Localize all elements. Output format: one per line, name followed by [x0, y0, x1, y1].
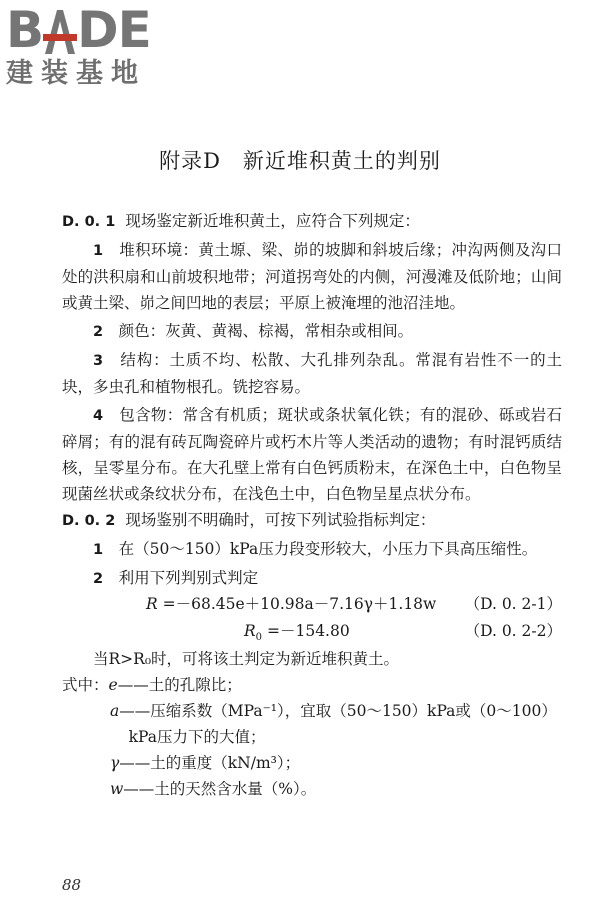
formula-tag: （D. 0. 2-1）	[464, 595, 562, 613]
logo-letter-d: D	[77, 1, 118, 59]
definition-symbol: e	[108, 676, 118, 694]
page-title: 附录D 新近堆积黄土的判别	[159, 149, 441, 173]
definition-text: ——土的重度（kN/m³）；	[119, 754, 301, 772]
item-text: 在（50～150）kPa压力段变形较大，小压力下具高压缩性。	[118, 540, 538, 558]
clause-d01	[62, 208, 562, 235]
item-text: 利用下列判别式判定	[118, 569, 259, 587]
clause-number: D. 0. 2	[62, 513, 116, 529]
definition-row	[62, 776, 562, 802]
formula-rhs: =－154.80	[266, 622, 350, 640]
definition-symbol: w	[110, 780, 124, 798]
formula-lhs: R	[146, 595, 158, 613]
item-number: 1	[93, 542, 104, 558]
formula-lhs: R	[244, 622, 256, 640]
formula-expression	[146, 592, 436, 614]
clause-item	[62, 565, 562, 592]
definition-row	[62, 750, 562, 776]
item-text: 堆积环境：黄土塬、梁、峁的坡脚和斜坡后缘；冲沟两侧及沟口处的洪积扇和山前坡积地带；河道拐弯处的内侧，河漫滩及低阶地；山间或黄土梁、峁之间凹地的表层；平原上被淹埋的池沼洼地。	[62, 241, 562, 312]
definition-symbol: γ	[110, 754, 120, 772]
formula-tag: （D. 0. 2-2）	[464, 622, 562, 640]
definition-row	[81, 698, 562, 750]
formula-expression	[244, 619, 350, 643]
clause-item	[62, 402, 562, 507]
definition-text: ——压缩系数（MPa⁻¹），宜取（50～150）kPa或（0～100）kPa压力下的大值；	[119, 702, 557, 746]
logo-a-icon	[43, 4, 77, 56]
definition-list	[62, 672, 562, 802]
formula-rhs: =－68.45e＋10.98a－7.16γ＋1.18w	[162, 595, 437, 613]
item-text: 结构：土质不均、松散、大孔排列杂乱。常混有岩性不一的土块，多虫孔和植物根孔。铣挖容易。	[62, 351, 562, 396]
clause-item	[62, 318, 562, 345]
logo-letter-e: E	[117, 1, 151, 59]
definition-text: ——土的孔隙比；	[117, 676, 242, 694]
logo-wordmark	[6, 1, 186, 59]
item-text: 包含物：常含有机质；斑状或条状氧化铁；有的混砂、砾或岩石碎屑；有的混有砖瓦陶瓷碎片或朽木片等人类活动的遗物；有时混钙质结核，呈零星分布。在大孔壁上常有白色钙质粉末，在深色土中，白色物呈现菌丝状或条纹状分布，在浅色土中，白色物呈星点状分布。	[62, 406, 562, 503]
clause-item	[62, 237, 562, 316]
logo-subtitle: 建装基地	[6, 58, 146, 89]
clause-item	[62, 347, 562, 400]
item-number: 3	[93, 353, 104, 369]
item-number: 2	[93, 324, 104, 340]
formula-subscript: 0	[255, 632, 263, 644]
definition-symbol: a	[110, 702, 120, 720]
formula-d021	[62, 592, 562, 619]
formula-d022	[62, 619, 562, 646]
bade-logo	[6, 1, 186, 90]
definition-text: ——土的天然含水量（%）。	[123, 780, 317, 798]
item-number: 4	[93, 408, 104, 424]
where-label: 式中：	[62, 676, 109, 694]
document-body	[62, 208, 562, 802]
conclusion-text: 当R>R₀时，可将该土判定为新近堆积黄土。	[93, 650, 400, 668]
clause-text: 现场鉴别不明确时，可按下列试验指标判定：	[125, 511, 436, 529]
logo-letter-b: B	[6, 1, 44, 59]
item-number: 1	[93, 243, 104, 259]
page-number: 88	[62, 876, 82, 894]
definition-row	[62, 672, 562, 698]
clause-number: D. 0. 1	[62, 214, 116, 230]
item-number: 2	[93, 571, 104, 587]
clause-d02	[62, 507, 562, 534]
clause-item	[62, 536, 562, 563]
item-text: 颜色：灰黄、黄褐、棕褐，常相杂或相间。	[118, 322, 414, 340]
clause-text: 现场鉴定新近堆积黄土，应符合下列规定：	[125, 212, 420, 230]
